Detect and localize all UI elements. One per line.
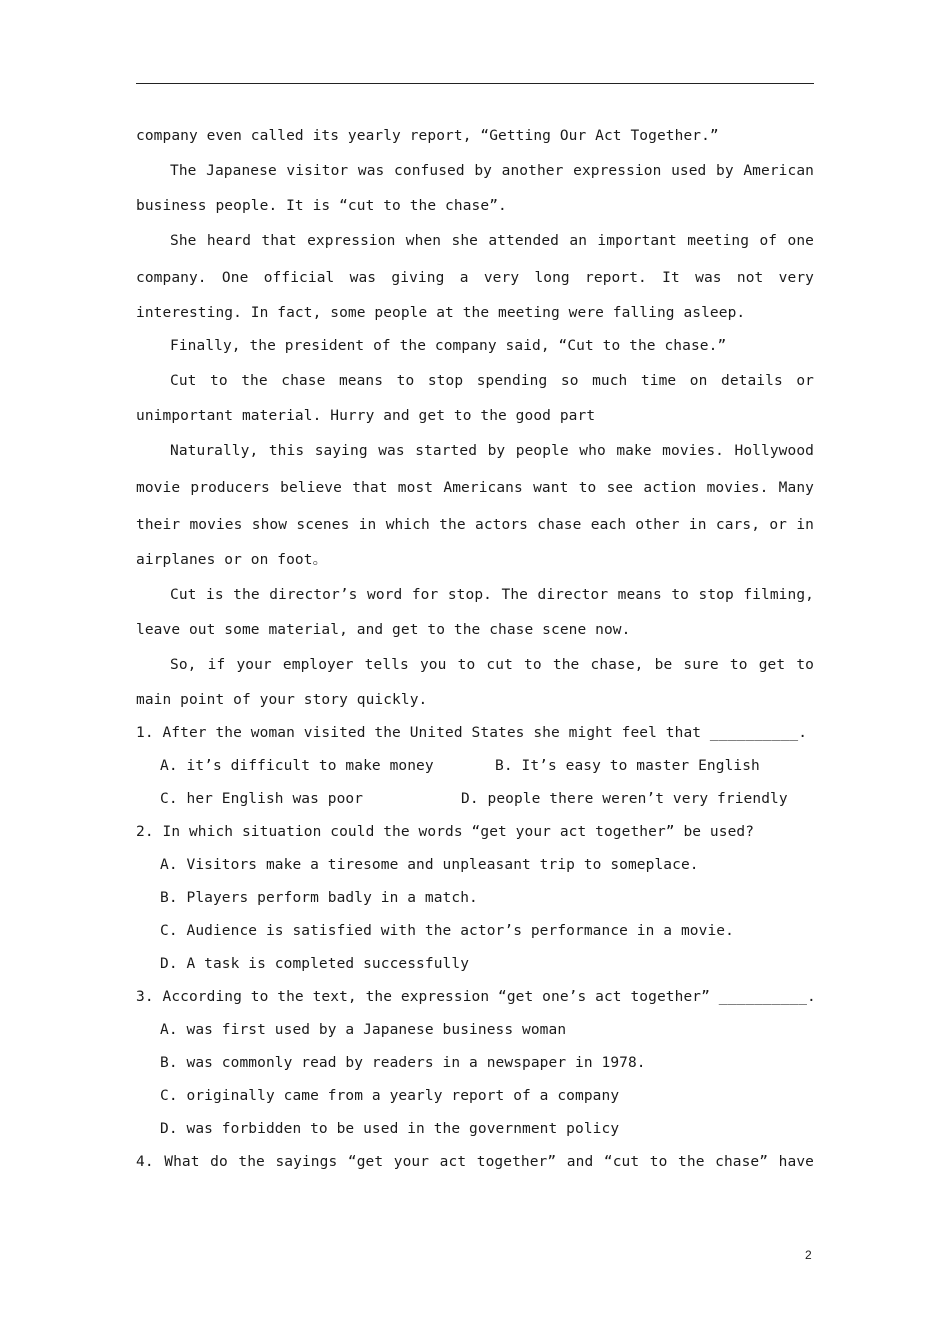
header-rule bbox=[136, 83, 814, 84]
passage-line: movie producers believe that most Americans want to see action movies. Many bbox=[136, 480, 814, 496]
passage-line: She heard that expression when she attended an important meeting of one bbox=[170, 233, 814, 249]
passage-line: So, if your employer tells you to cut to the chase, be sure to get to bbox=[170, 657, 814, 673]
question-1-options-row-2 bbox=[136, 783, 814, 816]
passage-line: their movies show scenes in which the actors chase each other in cars, or in bbox=[136, 517, 814, 533]
question-3-option-c: C. originally came from a yearly report of a company bbox=[160, 1088, 620, 1104]
question-3-option-a: A. was first used by a Japanese business woman bbox=[160, 1022, 567, 1038]
passage-line: interesting. In fact, some people at the meeting were falling asleep. bbox=[136, 305, 746, 321]
question-1-option-b: B. It’s easy to master English bbox=[495, 758, 760, 774]
question-2-stem: 2. In which situation could the words “get your act together” be used? bbox=[136, 824, 755, 840]
question-3-stem: 3. According to the text, the expression “get one’s act together” __________. bbox=[136, 989, 816, 1005]
passage-line: The Japanese visitor was confused by another expression used by American bbox=[170, 163, 814, 179]
question-1-option-a: A. it’s difficult to make money bbox=[160, 758, 434, 774]
question-1-stem: 1. After the woman visited the United States she might feel that __________. bbox=[136, 725, 808, 741]
passage-line: company. One official was giving a very long report. It was not very bbox=[136, 270, 814, 286]
question-3-option-b: B. was commonly read by readers in a newspaper in 1978. bbox=[160, 1055, 646, 1071]
passage-line: Cut is the director’s word for stop. The director means to stop filming, bbox=[170, 587, 814, 603]
passage-line: Finally, the president of the company said, “Cut to the chase.” bbox=[170, 338, 727, 354]
passage-line: company even called its yearly report, “Getting Our Act Together.” bbox=[136, 128, 719, 144]
passage-line: unimportant material. Hurry and get to the good part bbox=[136, 408, 596, 424]
page-number: 2 bbox=[805, 1248, 812, 1262]
passage-line: business people. It is “cut to the chase”. bbox=[136, 198, 507, 214]
question-3-option-d: D. was forbidden to be used in the government policy bbox=[160, 1121, 620, 1137]
passage-line: leave out some material, and get to the chase scene now. bbox=[136, 622, 631, 638]
question-2-option-c: C. Audience is satisfied with the actor’s performance in a movie. bbox=[160, 923, 734, 939]
passage-line: Naturally, this saying was started by people who make movies. Hollywood bbox=[170, 443, 814, 459]
question-1-options-row-1 bbox=[136, 750, 814, 783]
question-1-option-c: C. her English was poor bbox=[160, 791, 364, 807]
passage-line: airplanes or on foot。 bbox=[136, 552, 328, 568]
question-1-option-d: D. people there weren’t very friendly bbox=[461, 791, 788, 807]
question-2-option-a: A. Visitors make a tiresome and unpleasant trip to someplace. bbox=[160, 857, 699, 873]
passage-line: Cut to the chase means to stop spending so much time on details or bbox=[170, 373, 814, 389]
question-4-stem: 4. What do the sayings “get your act together” and “cut to the chase” have bbox=[136, 1154, 814, 1170]
question-2-option-b: B. Players perform badly in a match. bbox=[160, 890, 478, 906]
question-2-option-d: D. A task is completed successfully bbox=[160, 956, 470, 972]
page-content bbox=[136, 120, 814, 1179]
passage-line: main point of your story quickly. bbox=[136, 692, 428, 708]
